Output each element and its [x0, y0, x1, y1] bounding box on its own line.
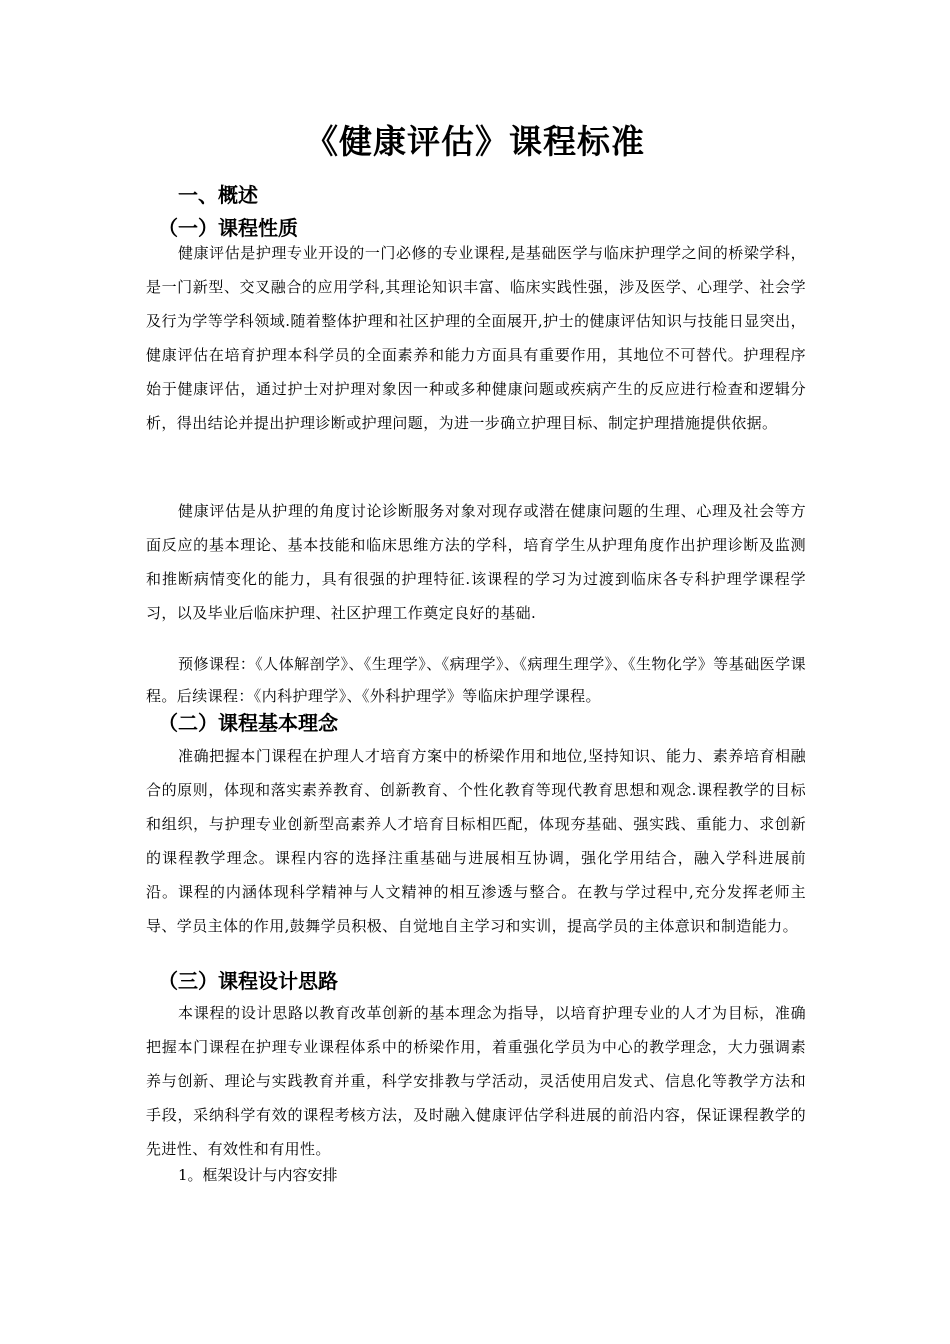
paragraph-course-nature-2: 健康评估是从护理的角度讨论诊断服务对象对现存或潜在健康问题的生理、心理及社会等方面反应的基本理论、基本技能和临床思维方法的学科，培育学生从护理角度作出护理诊断及监测和推断病情变化的能力，具有很强的护理特征.该课程的学习为过渡到临床各专科护理学课程学习，以及毕业后临床护理、社区护理工作奠定良好的基础. — [146, 502, 806, 622]
subsection-heading-basic-concept: （二）课程基本理念 — [158, 711, 338, 735]
paragraph-course-nature-1: 健康评估是护理专业开设的一门必修的专业课程,是基础医学与临床护理学之间的桥梁学科，是一门新型、交叉融合的应用学科,其理论知识丰富、临床实践性强，涉及医学、心理学、社会学及行为学等学科领域.随着整体护理和社区护理的全面展开,护士的健康评估知识与技能日显突出，健康评估在培育护理本科学员的全面素养和能力方面具有重要作用，其地位不可替代。护理程序始于健康评估，通过护士对护理对象因一种或多种健康问题或疾病产生的反应进行检查和逻辑分析，得出结论并提出护理诊断或护理问题，为进一步确立护理目标、制定护理措施提供依据。 — [146, 244, 806, 432]
subsection-heading-course-nature: （一）课程性质 — [158, 216, 298, 240]
paragraph-prerequisites: 预修课程：《人体解剖学》、《生理学》、《病理学》、《病理生理学》、《生物化学》等基础医学课程。后续课程：《内科护理学》、《外科护理学》等临床护理学课程。 — [146, 655, 806, 705]
paragraph-design-idea: 本课程的设计思路以教育改革创新的基本理念为指导，以培育护理专业的人才为目标，准确把握本门课程在护理专业课程体系中的桥梁作用，着重强化学员为中心的教学理念，大力强调素养与创新、理论与实践教育并重，科学安排教与学活动，灵活使用启发式、信息化等教学方法和手段，采纳科学有效的课程考核方法，及时融入健康评估学科进展的前沿内容，保证课程教学的先进性、有效性和有用性。 — [146, 1004, 806, 1158]
subsection-heading-design-idea: （三）课程设计思路 — [158, 969, 338, 993]
document-title: 《健康评估》课程标准 — [305, 122, 645, 161]
section-heading-overview: 一、概述 — [178, 183, 258, 207]
list-item-framework: 1。框架设计与内容安排 — [178, 1166, 338, 1184]
paragraph-basic-concept: 准确把握本门课程在护理人才培育方案中的桥梁作用和地位,坚持知识、能力、素养培育相融合的原则，体现和落实素养教育、创新教育、个性化教育等现代教育思想和观念.课程教学的目标和组织，与护理专业创新型高素养人才培育目标相匹配，体现夯基础、强实践、重能力、求创新的课程教学理念。课程内容的选择注重基础与进展相互协调，强化学用结合，融入学科进展前沿。课程的内涵体现科学精神与人文精神的相互渗透与整合。在教与学过程中,充分发挥老师主导、学员主体的作用,鼓舞学员积极、自觉地自主学习和实训，提高学员的主体意识和制造能力。 — [146, 747, 806, 935]
